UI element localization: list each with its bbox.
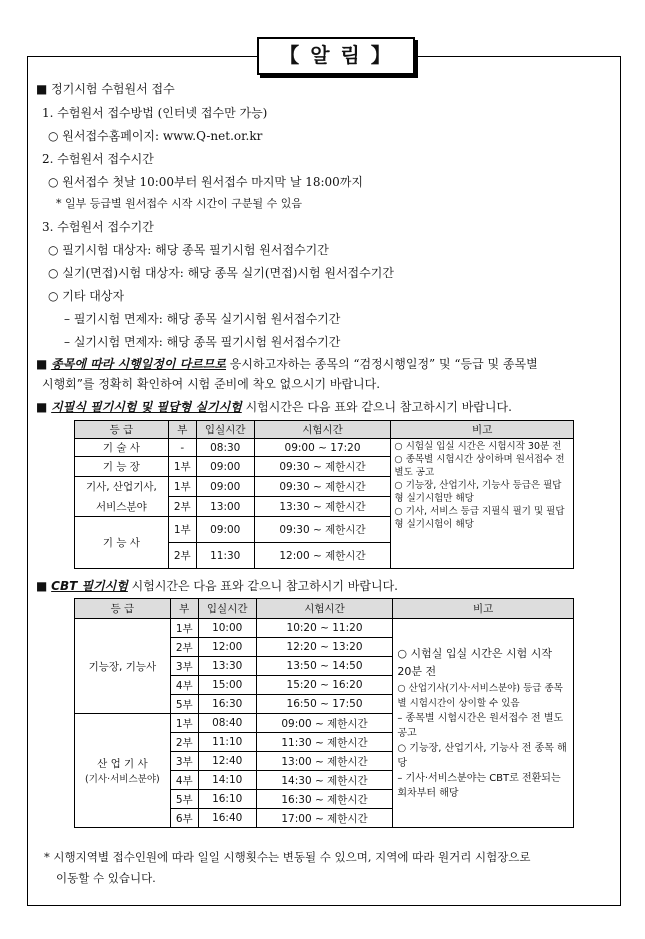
session-cell: 3부 (170, 657, 198, 676)
session-cell: 2부 (170, 638, 198, 657)
session-cell: 1부 (170, 714, 198, 733)
entry-time-cell: 16:10 (198, 790, 256, 809)
grade-cell: 기 능 장 (75, 457, 169, 477)
footer-note: * 시행지역별 접수인원에 따라 일일 시행횟수는 변동될 수 있으며, 지역에 따라 원거리 시험장으로 (44, 850, 531, 864)
exam-time-cell: 13:30 ~ 제한시간 (254, 497, 391, 517)
entry-time-cell: 16:40 (198, 809, 256, 828)
col-header: 비고 (393, 599, 574, 619)
item-detail: ○ 필기시험 대상자: 해당 종목 필기시험 원서접수기간 (48, 243, 329, 257)
entry-time-cell: 12:00 (198, 638, 256, 657)
session-cell: - (168, 439, 196, 457)
entry-time-cell: 15:00 (198, 676, 256, 695)
col-header: 시험시간 (256, 599, 393, 619)
col-header: 입실시간 (196, 421, 254, 439)
exam-time-cell: 12:20 ~ 13:20 (256, 638, 393, 657)
entry-time-cell: 11:30 (196, 543, 254, 569)
remark-item: ○ 종목별 시험시간 상이하며 원서접수 전 별도 공고 (394, 454, 565, 478)
item-heading: 3. 수험원서 접수기간 (42, 220, 154, 234)
col-header: 비고 (391, 421, 574, 439)
session-cell: 2부 (170, 733, 198, 752)
col-header: 부 (168, 421, 196, 439)
square-bullet-icon: ■ (36, 579, 52, 593)
grade-label: 산 업 기 사 (97, 758, 148, 770)
grade-cell: 기사, 산업기사, (75, 477, 169, 497)
remark-item: ○ 산업기사(기사·서비스분야) 등급 종목별 시험시간이 상이할 수 있음 (397, 683, 563, 709)
session-cell: 1부 (170, 619, 198, 638)
notice-text: 응시하고자하는 종목의 “검정시행일정” 및 “등급 및 종목별 (225, 357, 538, 371)
notice-text: 시험시간은 다음 표와 같으니 참고하시기 바랍니다. (241, 400, 512, 414)
emphasis-text: 종목에 따라 시행일정이 다르므로 (51, 357, 226, 371)
exam-time-cell: 17:00 ~ 제한시간 (256, 809, 393, 828)
remarks-cell (391, 439, 574, 569)
remark-item: – 기사·서비스분야는 CBT로 전환되는 회차부터 해당 (397, 773, 561, 799)
entry-time-cell: 12:40 (198, 752, 256, 771)
col-header: 입실시간 (198, 599, 256, 619)
exam-time-cell: 13:00 ~ 제한시간 (256, 752, 393, 771)
entry-time-cell: 16:30 (198, 695, 256, 714)
col-header: 시험시간 (254, 421, 391, 439)
square-bullet-icon: ■ (36, 357, 52, 371)
session-cell: 1부 (168, 477, 196, 497)
item-subdetail: – 필기시험 면제자: 해당 종목 실기시험 원서접수기간 (64, 312, 341, 326)
entry-time-cell: 08:40 (198, 714, 256, 733)
item-detail: ○ 실기(면접)시험 대상자: 해당 종목 실기(면접)시험 원서접수기간 (48, 266, 394, 280)
entry-time-cell: 13:30 (198, 657, 256, 676)
session-cell: 5부 (170, 695, 198, 714)
session-cell: 5부 (170, 790, 198, 809)
item-heading: 1. 수험원서 접수방법 (인터넷 접수만 가능) (42, 106, 268, 120)
session-cell: 4부 (170, 771, 198, 790)
item-heading: 2. 수험원서 접수시간 (42, 152, 154, 166)
exam-time-cell: 09:30 ~ 제한시간 (254, 477, 391, 497)
exam-time-cell: 11:30 ~ 제한시간 (256, 733, 393, 752)
item-detail: ○ 원서접수 첫날 10:00부터 원서접수 마지막 날 18:00까지 (48, 175, 363, 189)
grade-cell: 기능장, 기능사 (75, 619, 171, 714)
exam-time-cell: 12:00 ~ 제한시간 (254, 543, 391, 569)
remark-item: ○ 기능장, 산업기사, 기능사 전 종목 해당 (397, 743, 567, 769)
written-exam-table (74, 420, 574, 569)
entry-time-cell: 13:00 (196, 497, 254, 517)
remark-item: – 종목별 시험시간은 원서접수 전 별도 공고 (397, 713, 564, 739)
grade-cell: 기 술 사 (75, 439, 169, 457)
exam-time-cell: 09:30 ~ 제한시간 (254, 517, 391, 543)
entry-time-cell: 11:10 (198, 733, 256, 752)
notice-cbt (36, 577, 398, 594)
notice-text-line2: 시행회”를 정확히 확인하여 시험 준비에 착오 없으시기 바랍니다. (42, 377, 381, 391)
notice-title: 【 알 림 】 (257, 37, 415, 75)
entry-time-cell: 14:10 (198, 771, 256, 790)
item-subdetail: – 실기시험 면제자: 해당 종목 필기시험 원서접수기간 (64, 335, 341, 349)
col-header: 부 (170, 599, 198, 619)
exam-time-cell: 16:50 ~ 17:50 (256, 695, 393, 714)
notice-schedule (36, 355, 538, 372)
session-cell: 1부 (168, 457, 196, 477)
exam-time-cell: 09:00 ~ 17:20 (254, 439, 391, 457)
emphasis-text: 지필식 필기시험 및 필답형 실기시험 (51, 400, 242, 414)
exam-time-cell: 13:50 ~ 14:50 (256, 657, 393, 676)
entry-time-cell: 09:00 (196, 457, 254, 477)
section-header: ■ 정기시험 수험원서 접수 (36, 82, 175, 96)
session-cell: 2부 (168, 497, 196, 517)
item-footnote: * 일부 등급별 원서접수 시작 시간이 구분될 수 있음 (56, 197, 302, 210)
session-cell: 1부 (168, 517, 196, 543)
session-cell: 4부 (170, 676, 198, 695)
emphasis-text: CBT 필기시험 (51, 579, 128, 593)
cbt-exam-table (74, 598, 574, 828)
grade-cell: 서비스분야 (75, 497, 169, 517)
exam-time-cell: 10:20 ~ 11:20 (256, 619, 393, 638)
remark-item: ○ 시험실 입실 시간은 시험시작 30분 전 (394, 441, 562, 452)
grade-cell: 기 능 사 (75, 517, 169, 569)
remark-item: ○ 기능장, 산업기사, 기능사 등급은 필답형 실기시험만 해당 (394, 480, 562, 504)
exam-time-cell: 09:30 ~ 제한시간 (254, 457, 391, 477)
remark-item: ○ 시험실 입실 시간은 시험 시작 20분 전 (397, 647, 552, 678)
session-cell: 3부 (170, 752, 198, 771)
entry-time-cell: 09:00 (196, 477, 254, 497)
remark-item: ○ 기사, 서비스 등급 지필식 필기 및 필답형 실기시험이 해당 (394, 506, 565, 530)
footer-note-line2: 이동할 수 있습니다. (56, 871, 156, 885)
grade-cell (75, 714, 171, 828)
square-bullet-icon: ■ (36, 400, 52, 414)
exam-time-cell: 14:30 ~ 제한시간 (256, 771, 393, 790)
item-detail: ○ 원서접수홈페이지: www.Q-net.or.kr (48, 129, 263, 143)
col-header: 등 급 (75, 421, 169, 439)
item-detail: ○ 기타 대상자 (48, 289, 125, 303)
grade-sublabel: (기사·서비스분야) (85, 774, 160, 785)
exam-time-cell: 15:20 ~ 16:20 (256, 676, 393, 695)
session-cell: 6부 (170, 809, 198, 828)
notice-written-exam (36, 398, 512, 415)
col-header: 등 급 (75, 599, 171, 619)
entry-time-cell: 08:30 (196, 439, 254, 457)
exam-time-cell: 16:30 ~ 제한시간 (256, 790, 393, 809)
remarks-cell (393, 619, 574, 828)
entry-time-cell: 10:00 (198, 619, 256, 638)
session-cell: 2부 (168, 543, 196, 569)
entry-time-cell: 09:00 (196, 517, 254, 543)
notice-text: 시험시간은 다음 표와 같으니 참고하시기 바랍니다. (127, 579, 398, 593)
exam-time-cell: 09:00 ~ 제한시간 (256, 714, 393, 733)
